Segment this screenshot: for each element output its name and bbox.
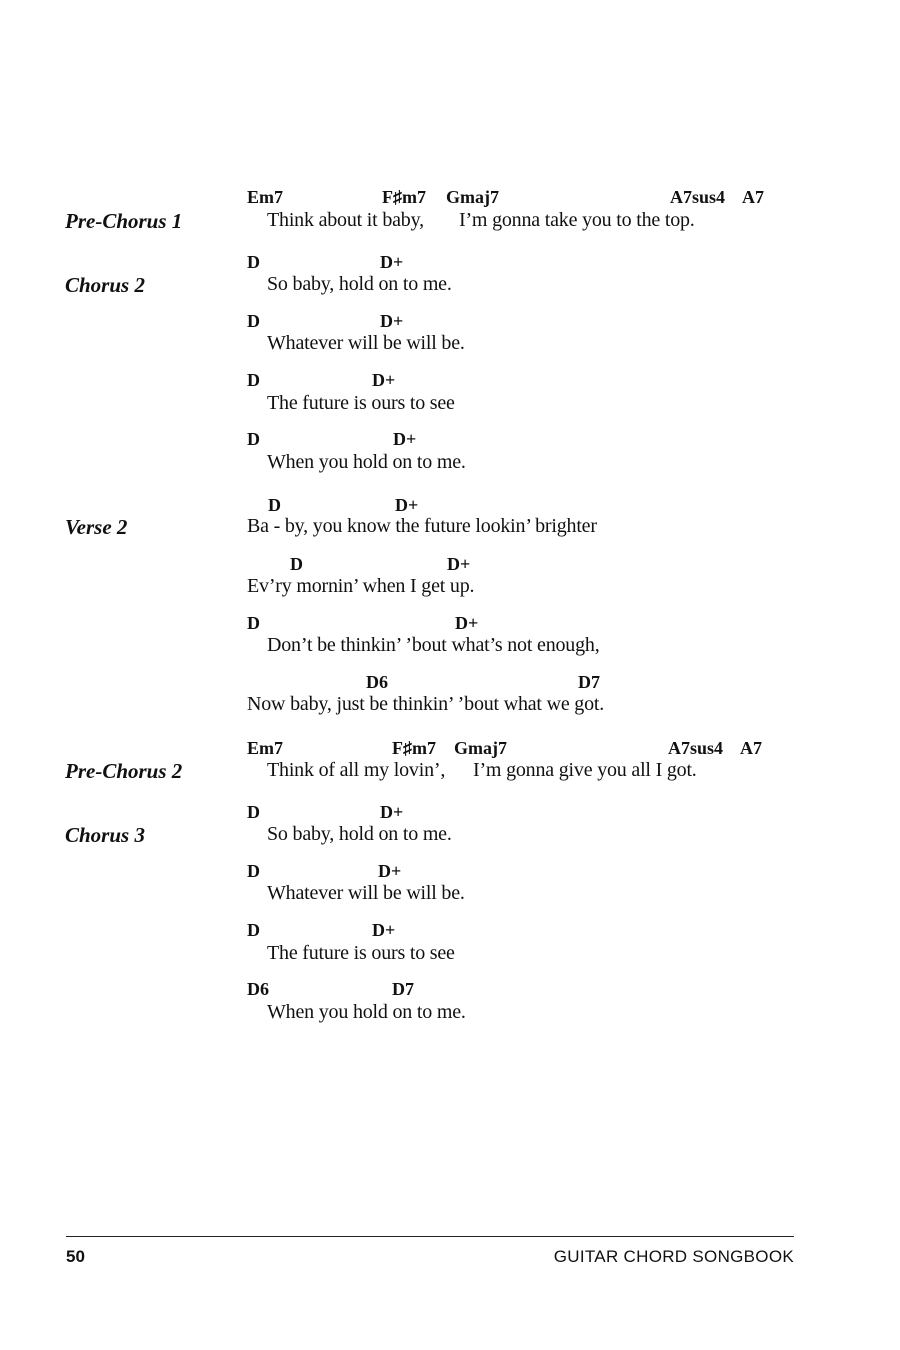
- chord-gmaj7: Gmaj7: [454, 738, 507, 758]
- lyric-line: So baby, hold on to me.: [267, 823, 452, 845]
- lyric-line: The future is ours to see: [267, 942, 455, 964]
- lyric-line: Whatever will be will be.: [267, 332, 465, 354]
- lyric-line: Don’t be thinkin’ ’bout what’s not enough,: [267, 634, 600, 656]
- chord-d-plus: D+: [380, 311, 404, 331]
- chord-a7sus4: A7sus4: [670, 187, 726, 207]
- chord-d-plus: D+: [372, 370, 396, 390]
- lyric-line: Whatever will be will be.: [267, 882, 465, 904]
- chord-d-plus: D+: [395, 495, 419, 515]
- chord-a7: A7: [742, 187, 764, 207]
- book-title: GUITAR CHORD SONGBOOK: [553, 1247, 794, 1266]
- chord-d-plus: D+: [372, 920, 396, 940]
- chord-d6: D6: [247, 979, 269, 999]
- lyric-line: When you hold on to me.: [267, 1001, 466, 1023]
- lyric-line: Ev’ry mornin’ when I get up.: [247, 575, 475, 597]
- chord-d: D: [247, 613, 260, 633]
- chord-em7: Em7: [247, 187, 283, 207]
- lyric-line: The future is ours to see: [267, 392, 455, 414]
- chord-gmaj7: Gmaj7: [446, 187, 499, 207]
- lyric-line: Now baby, just be thinkin’ ’bout what we got.: [247, 693, 605, 715]
- lyric-line: I’m gonna take you to the top.: [459, 209, 695, 231]
- lyric-line: Think about it baby,: [267, 209, 424, 231]
- chord-d: D: [247, 370, 260, 390]
- chord-d-plus: D+: [378, 861, 402, 881]
- chord-fsharp-m7: F♯m7: [382, 187, 426, 207]
- chord-d: D: [247, 252, 260, 272]
- chord-d-plus: D+: [455, 613, 479, 633]
- footer-divider: [66, 1236, 794, 1237]
- lyric-line: So baby, hold on to me.: [267, 273, 452, 295]
- section-label-verse-2: Verse 2: [65, 515, 128, 539]
- lyric-line: Think of all my lovin’,: [267, 759, 446, 781]
- chord-a7: A7: [740, 738, 762, 758]
- chord-d-plus: D+: [447, 554, 471, 574]
- page-number: 50: [66, 1247, 85, 1266]
- section-label-pre-chorus-2: Pre-Chorus 2: [65, 759, 183, 783]
- lyric-line: When you hold on to me.: [267, 451, 466, 473]
- chord-d: D: [247, 429, 260, 449]
- chord-d-plus: D+: [380, 802, 404, 822]
- chord-d: D: [268, 495, 281, 515]
- chord-em7: Em7: [247, 738, 283, 758]
- chord-d: D: [247, 920, 260, 940]
- section-label-chorus-3: Chorus 3: [65, 823, 145, 847]
- lyric-line: I’m gonna give you all I got.: [473, 759, 697, 781]
- chord-fsharp-m7: F♯m7: [392, 738, 436, 758]
- chord-d7: D7: [578, 672, 600, 692]
- chord-d: D: [290, 554, 303, 574]
- chord-d: D: [247, 802, 260, 822]
- chord-d-plus: D+: [380, 252, 404, 272]
- section-label-pre-chorus-1: Pre-Chorus 1: [65, 209, 183, 233]
- chord-d6: D6: [366, 672, 388, 692]
- chord-a7sus4: A7sus4: [668, 738, 724, 758]
- section-label-chorus-2: Chorus 2: [65, 273, 145, 297]
- chord-d: D: [247, 861, 260, 881]
- chord-d: D: [247, 311, 260, 331]
- lyric-line: Ba - by, you know the future lookin’ brighter: [247, 515, 597, 537]
- chord-d-plus: D+: [393, 429, 417, 449]
- chord-d7: D7: [392, 979, 414, 999]
